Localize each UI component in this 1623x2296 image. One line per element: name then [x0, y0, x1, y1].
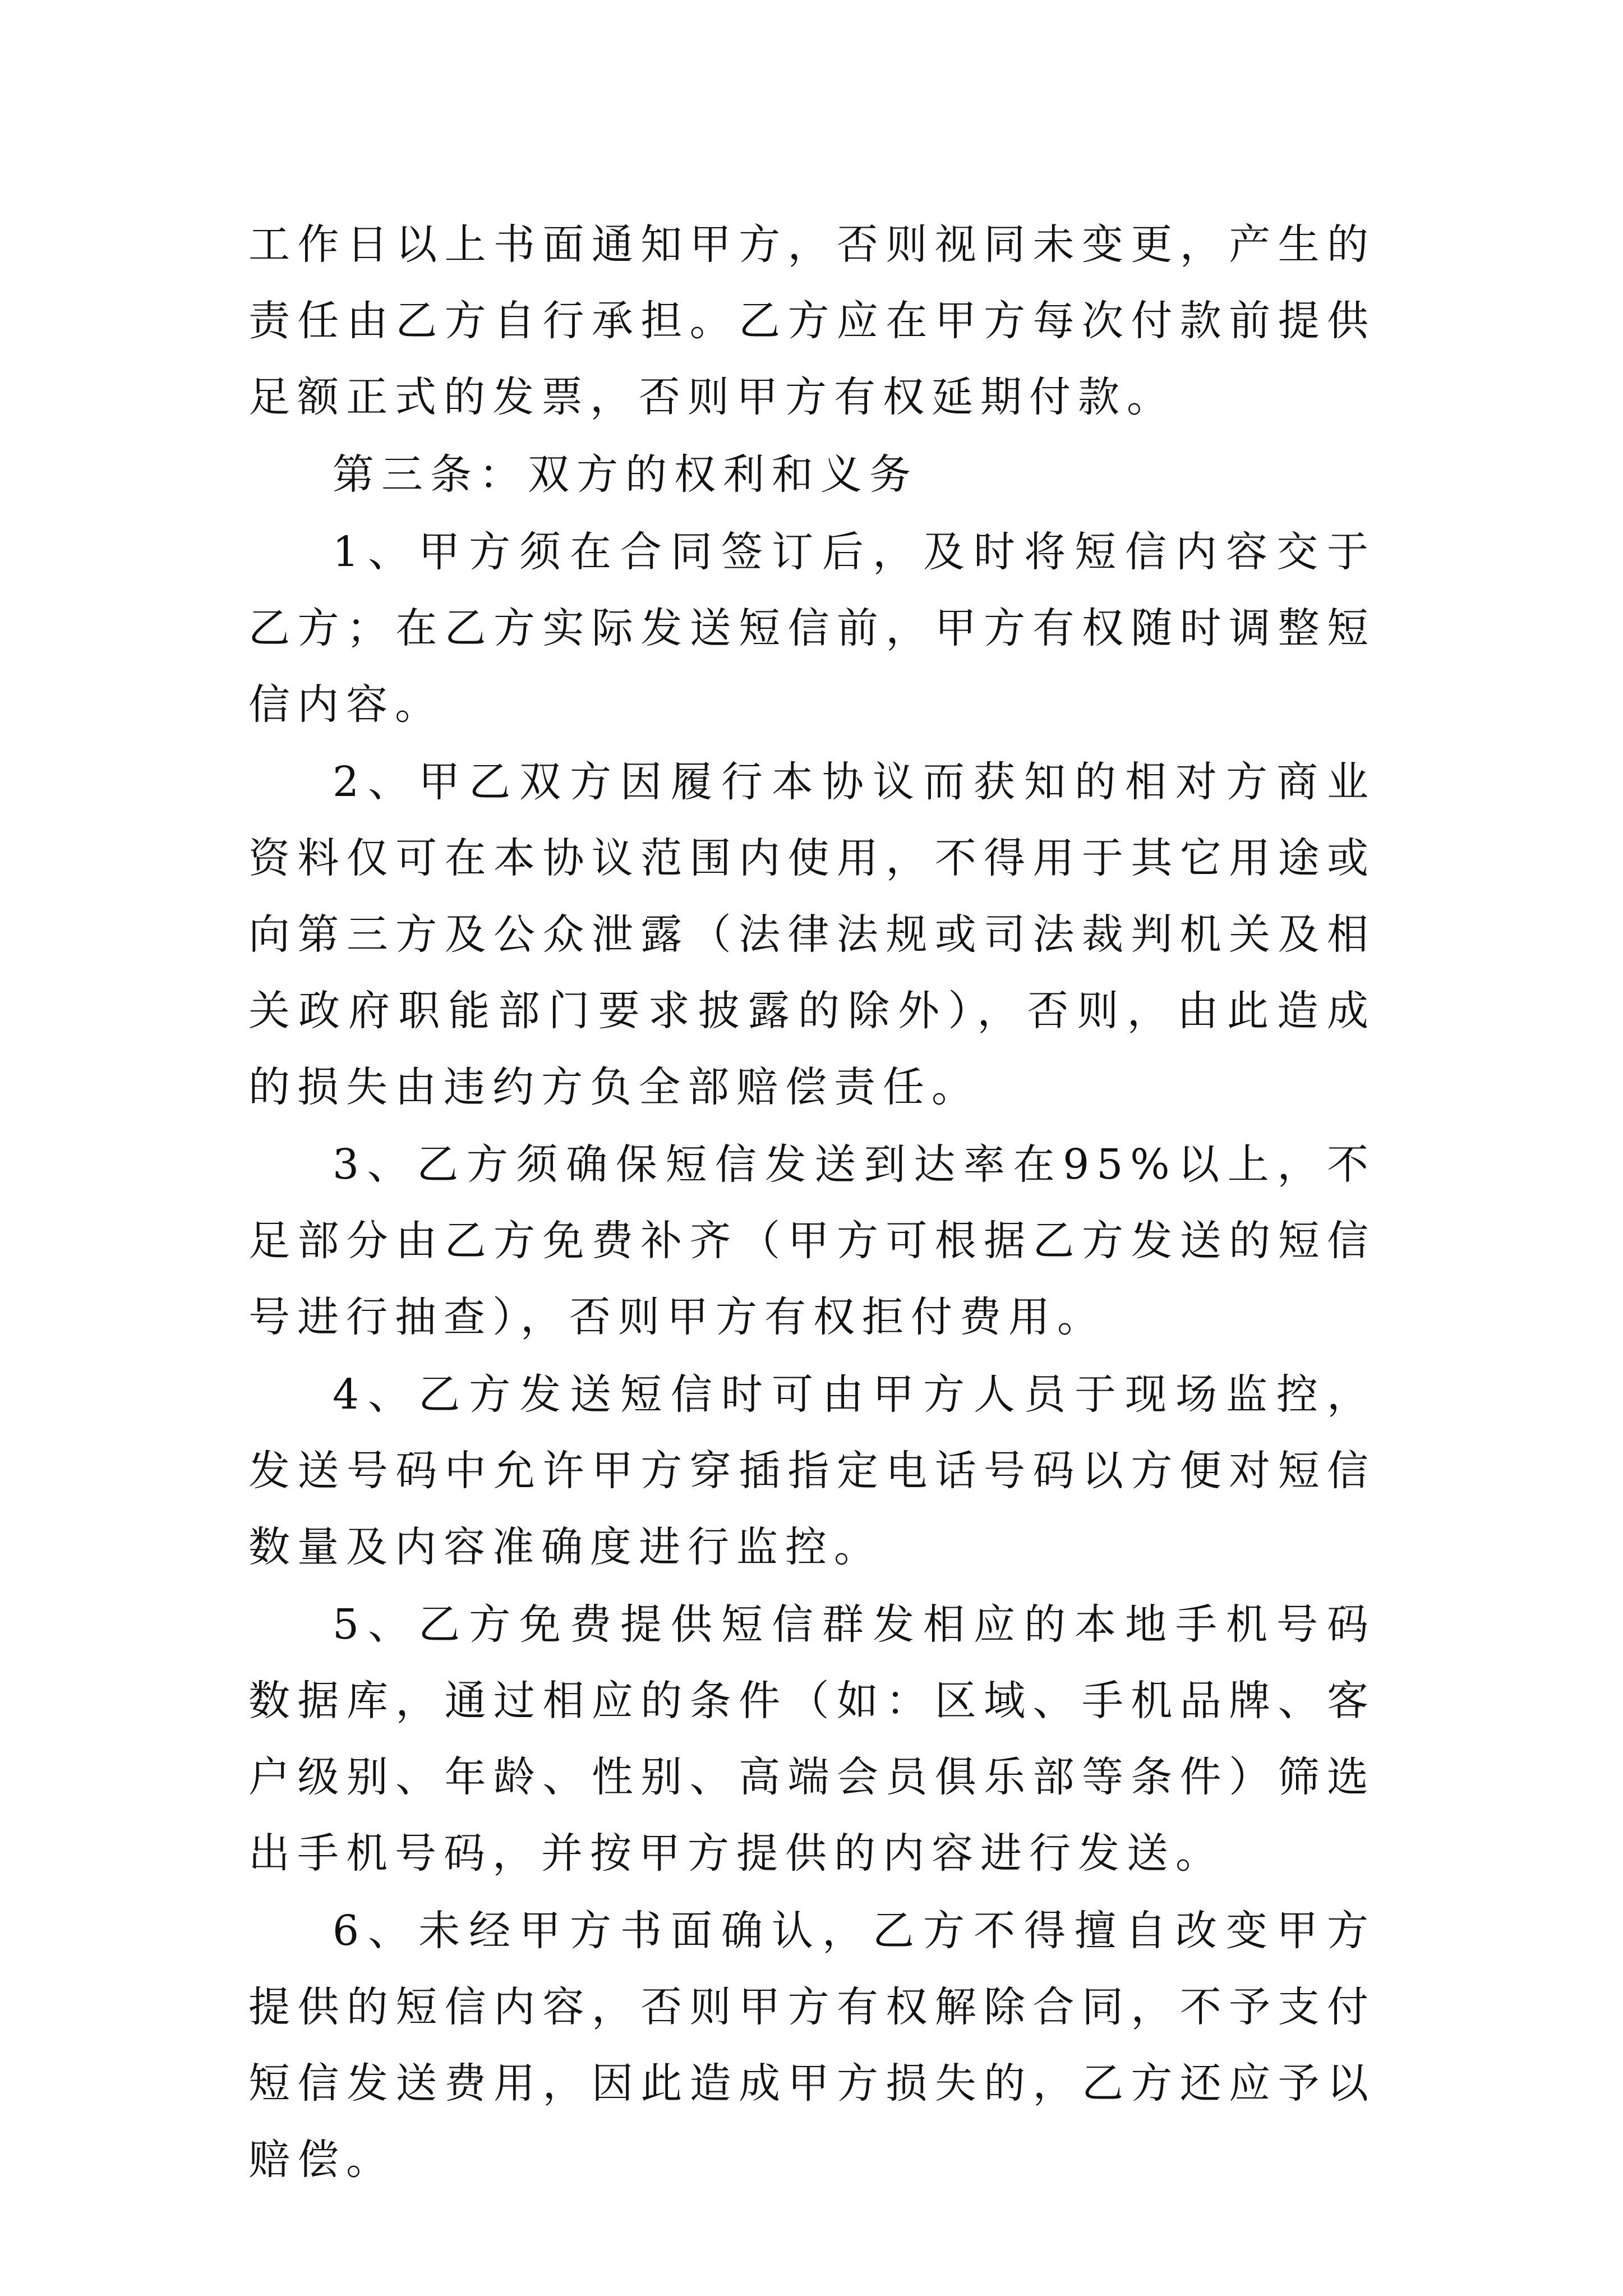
clause-3: 3、乙方须确保短信发送到达率在95%以上，不足部分由乙方免费补齐（甲方可根据乙方发送的短信号进行抽查），否则甲方有权拒付费用。	[248, 1140, 1376, 1341]
clause-5: 5、乙方免费提供短信群发相应的本地手机号码数据库，通过相应的条件（如：区域、手机品牌、客户级别、年龄、性别、高端会员俱乐部等条件）筛选出手机号码，并按甲方提供的内容进行发送。	[248, 1600, 1376, 1878]
clause-6: 6、未经甲方书面确认，乙方不得擅自改变甲方提供的短信内容，否则甲方有权解除合同，不予支付短信发送费用，因此造成甲方损失的，乙方还应予以赔偿。	[248, 1907, 1376, 2184]
clause-2: 2、甲乙双方因履行本协议而获知的相对方商业资料仅可在本协议范围内使用，不得用于其它用途或向第三方及公众泄露（法律法规或司法裁判机关及相关政府职能部门要求披露的除外），否则，由此造成的损失由违约方负全部赔偿责任。	[248, 758, 1376, 1111]
paragraph-continuation: 工作日以上书面通知甲方，否则视同未变更，产生的责任由乙方自行承担。乙方应在甲方每次付款前提供足额正式的发票，否则甲方有权延期付款。	[248, 220, 1376, 421]
document-page	[248, 206, 1376, 2198]
clause-4: 4、乙方发送短信时可由甲方人员于现场监控，发送号码中允许甲方穿插指定电话号码以方便对短信数量及内容准确度进行监控。	[248, 1370, 1376, 1571]
clause-1: 1、甲方须在合同签订后，及时将短信内容交于乙方；在乙方实际发送短信前，甲方有权随时调整短信内容。	[248, 528, 1376, 729]
section-heading-article-3: 第三条：双方的权利和义务	[333, 450, 918, 499]
